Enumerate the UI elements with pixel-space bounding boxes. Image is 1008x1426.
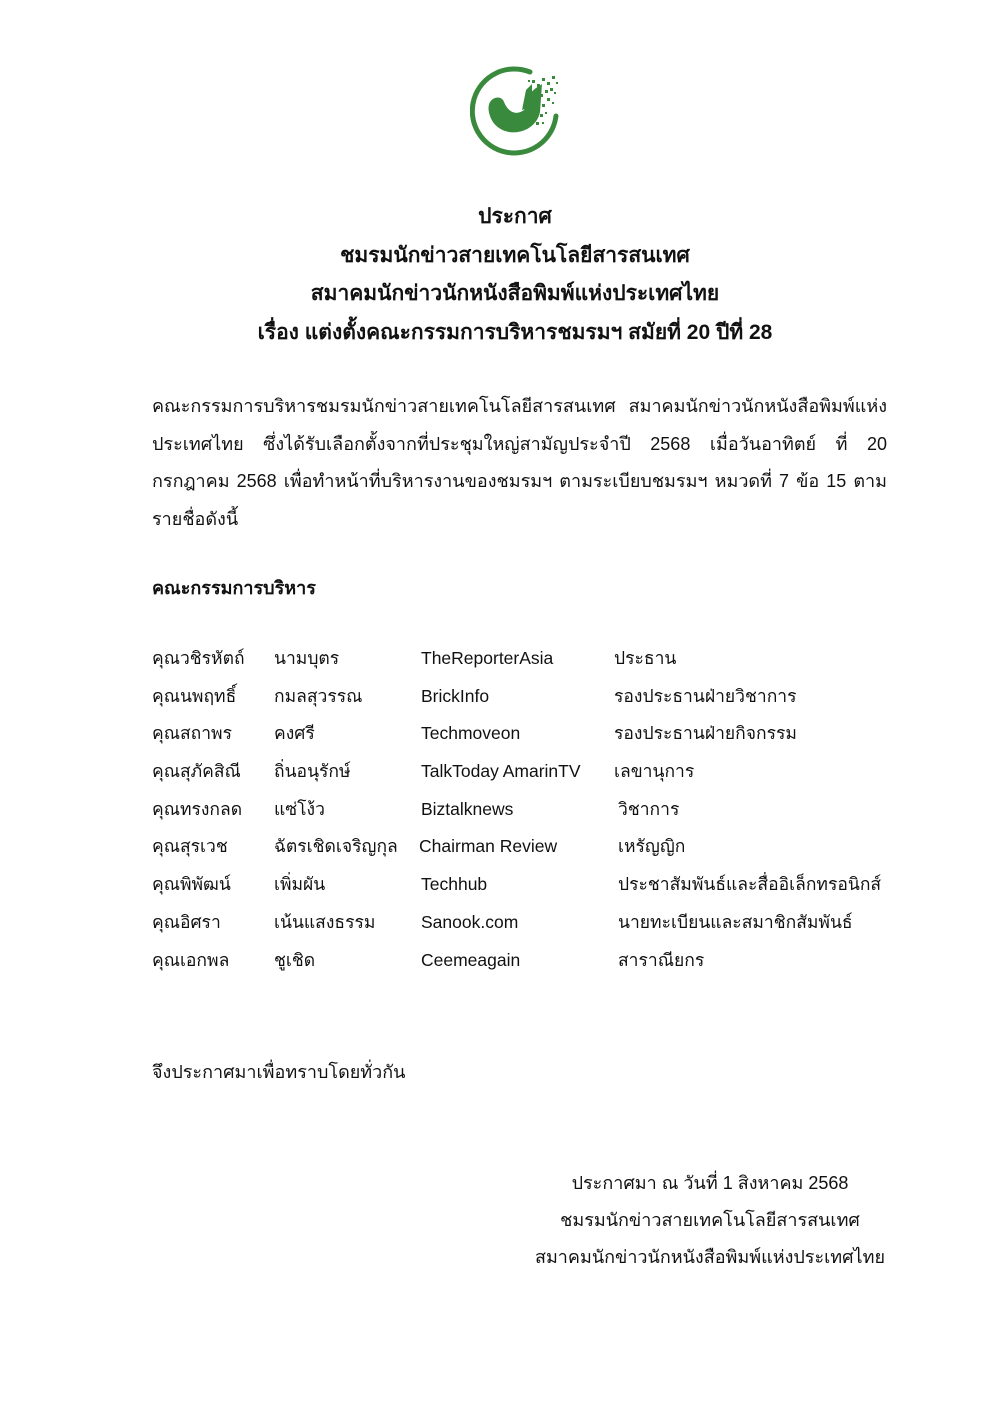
member-position: วิชาการ — [618, 798, 680, 819]
member-organization: Sanook.com — [421, 911, 519, 932]
committee-heading: คณะกรรมการบริหาร — [152, 578, 316, 598]
member-first-name: คุณสุรเวช — [152, 836, 228, 857]
member-organization: BrickInfo — [421, 685, 490, 706]
member-organization: Techhub — [421, 874, 488, 895]
member-last-name: ฉัตรเชิดเจริญกุล — [274, 836, 398, 857]
body-paragraph: คณะกรรมการบริหารชมรมนักข่าวสายเทคโนโลยีสารสนเทศ สมาคมนักข่าวนักหนังสือพิมพ์แห่งประเทศไทย ซึ่งได้รับเลือกตั้งจากที่ประชุมใหญ่สามัญประจำปี 2568 เมื่อวันอาทิตย์ ที่ 20 กรกฎาคม 2568 เพื่อทำหน้าที่บริหารงานของชมรมฯ ตามระเบียบชมรมฯ หมวดที่ 7 ข้อ 15 ตามรายชื่อดังนี้ — [152, 396, 887, 529]
member-position: สาราณียกร — [618, 949, 705, 970]
member-position: เหรัญญิก — [618, 836, 686, 857]
member-first-name: คุณวชิรหัตถ์ — [152, 648, 245, 668]
dove-icon — [470, 66, 564, 160]
member-organization: Chairman Review — [419, 836, 558, 857]
member-first-name: คุณสุภัคสิณี — [152, 761, 241, 782]
member-position: รองประธานฝ่ายวิชาการ — [614, 685, 797, 706]
member-position: เลขานุการ — [614, 761, 695, 782]
member-last-name: ชูเชิด — [274, 949, 316, 970]
member-last-name: กมลสุวรรณ — [274, 685, 363, 706]
title-line-club: ชมรมนักข่าวสายเทคโนโลยีสารสนเทศ — [340, 243, 690, 267]
member-organization: Ceemeagain — [421, 949, 521, 970]
member-position: ประชาสัมพันธ์และสื่ออิเล็กทรอนิกส์ — [618, 874, 882, 895]
member-organization: Techmoveon — [421, 723, 521, 744]
member-last-name: แซ่โง้ว — [274, 798, 325, 819]
member-organization: TheReporterAsia — [421, 648, 554, 668]
signature-date: ประกาศมา ณ วันที่ 1 สิงหาคม 2568 — [571, 1173, 849, 1193]
signature-association: สมาคมนักข่าวนักหนังสือพิมพ์แห่งประเทศไทย — [534, 1247, 886, 1267]
title-line-association: สมาคมนักข่าวนักหนังสือพิมพ์แห่งประเทศไทย — [310, 282, 720, 305]
member-first-name: คุณพิพัฒน์ — [152, 874, 231, 895]
signature-block — [530, 1168, 890, 1279]
member-first-name: คุณทรงกลด — [152, 798, 243, 819]
member-first-name: คุณอิศรา — [152, 911, 221, 932]
title-line-announcement: ประกาศ — [478, 205, 552, 228]
member-last-name: ถิ่นอนุรักษ์ — [274, 761, 351, 782]
member-position: ประธาน — [614, 648, 677, 668]
announcement-title — [0, 198, 1008, 352]
member-organization: TalkToday AmarinTV — [421, 761, 581, 782]
member-organization: Biztalknews — [421, 798, 514, 819]
member-last-name: เพิ่มผัน — [274, 874, 326, 895]
member-last-name: เน้นแสงธรรม — [274, 911, 376, 932]
member-first-name: คุณนพฤทธิ์ — [152, 685, 237, 706]
member-last-name: นามบุตร — [274, 648, 340, 668]
closing-statement: จึงประกาศมาเพื่อทราบโดยทั่วกัน — [152, 1062, 406, 1082]
title-line-subject: เรื่อง แต่งตั้งคณะกรรมการบริหารชมรมฯ สมัยที่ 20 ปีที่ 28 — [257, 320, 773, 344]
signature-club: ชมรมนักข่าวสายเทคโนโลยีสารสนเทศ — [560, 1210, 860, 1230]
member-first-name: คุณเอกพล — [152, 949, 230, 970]
member-first-name: คุณสถาพร — [152, 723, 232, 744]
member-last-name: คงศรี — [274, 723, 315, 744]
member-position: นายทะเบียนและสมาชิกสัมพันธ์ — [618, 911, 853, 932]
member-position: รองประธานฝ่ายกิจกรรม — [614, 723, 797, 744]
dove-logo — [470, 66, 564, 160]
